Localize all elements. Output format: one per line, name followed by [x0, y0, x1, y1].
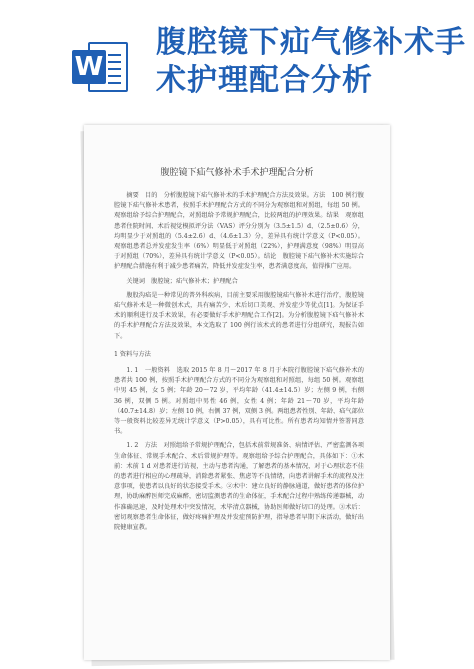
intro-paragraph: 腹股沟疝是一种常见的普外科疾病，目前主要采用腹腔镜疝气修补术进行治疗，腹腔镜疝气修补术是一种微创术式，具有痛苦少、术后切口美观、并发症少等优点[1]。为保证手术的顺利进行及手术效果，有必要做好手术护理配合工作[2]。为分析腹腔镜下疝气修补术的手术护理配合方法及效果，本文选取了 100 例行该术式的患者进行分组研究，现报告如下。	[114, 291, 364, 340]
document-title: 腹腔镜下疝气修补术手术护理配合分析	[160, 168, 314, 178]
word-doc-icon	[72, 40, 130, 94]
section-heading: 1 资料与方法	[114, 350, 151, 358]
word-letter-badge: W	[72, 50, 106, 84]
general-info-paragraph: 1. 1 一般资料 选取 2015 年 8 月～2017 年 8 月于本院行腹腔镜下疝气修补术的患者共 100 例，按照手术护理配合方式的不同分为观察组和对照组，每组 50 例。观察组中男 45 例，女 5 例；年龄 20～72 岁，平均年龄（41.4±14.5）岁；左侧 9 例，右侧 36 例，双侧 5 例。对照组中男性 46 例，女性 4 例；年龄 21～70 岁，平均年龄（40.7±14.8）岁；左侧 10 例，右侧 37 例，双侧 3 例。两组患者性别、年龄、疝气部位等一般资料比较差异无统计学意义（P>0.05），具有可比性。所有患者均知情并签署同意书。	[114, 367, 364, 436]
keywords-line: 关键词 腹腔镜；疝气修补术；护理配合	[126, 277, 238, 285]
methods-paragraph: 1. 2 方法 对照组给予常规护理配合，包括术前常规准备、病情评估、严密监测各项生命体征、常规手术配合、术后常规护理等。观察组给予综合护理配合，具体如下：①术前：术前 1 d 对患者进行访视，主动与患者沟通，了解患者的基本情况，对于心理状态不佳的患者进行相应的心理疏导，消除患者紧张、焦虑等不良情绪，向患者讲解手术的流程及注意事项，使患者以良好的状态接受手术。②术中：建立良好的静脉通道，做好患者的体位护理，协助麻醉医师完成麻醉，密切监测患者的生命体征，手术配合过程中熟练传递器械，动作准确迅速，及时处理术中突发情况，术毕清点器械，协助医师做好切口的处理。③术后：密切观察患者生命体征，做好疼痛护理及并发症预防护理，指导患者早期下床活动，做好出院健康宣教。	[114, 442, 364, 532]
abstract-paragraph: 摘要 目的 分析腹腔镜下疝气修补术的手术护理配合方法及效果。方法 100 例行腹腔镜下疝气修补术患者，按照手术护理配合方式的不同分为观察组和对照组，每组 50 例。观察组给予综合护理配合，对照组给予常规护理配合，比较两组的护理效果。结果 观察组患者住院时间、术后视觉模拟评分法（VAS）评分分别为（3.5±1.5）d、（2.5±0.6）分，均明显少于对照组的（5.4±2.6）d、（4.6±1.3）分，差异具有统计学意义（P<0.05）。观察组患者总并发症发生率（6%）明显低于对照组（22%），护理满意度（98%）明显高于对照组（70%），差异具有统计学意义（P<0.05）。结论 腹腔镜下疝气修补术实施综合护理配合措施有利于减少患者痛苦，降低并发症发生率，患者满意度高，值得推广应用。	[114, 192, 364, 271]
document-preview	[84, 125, 390, 660]
page-title: 腹腔镜下疝气修补术手术护理配合分析	[156, 25, 466, 98]
document-body	[114, 191, 364, 537]
header-banner	[0, 0, 474, 115]
